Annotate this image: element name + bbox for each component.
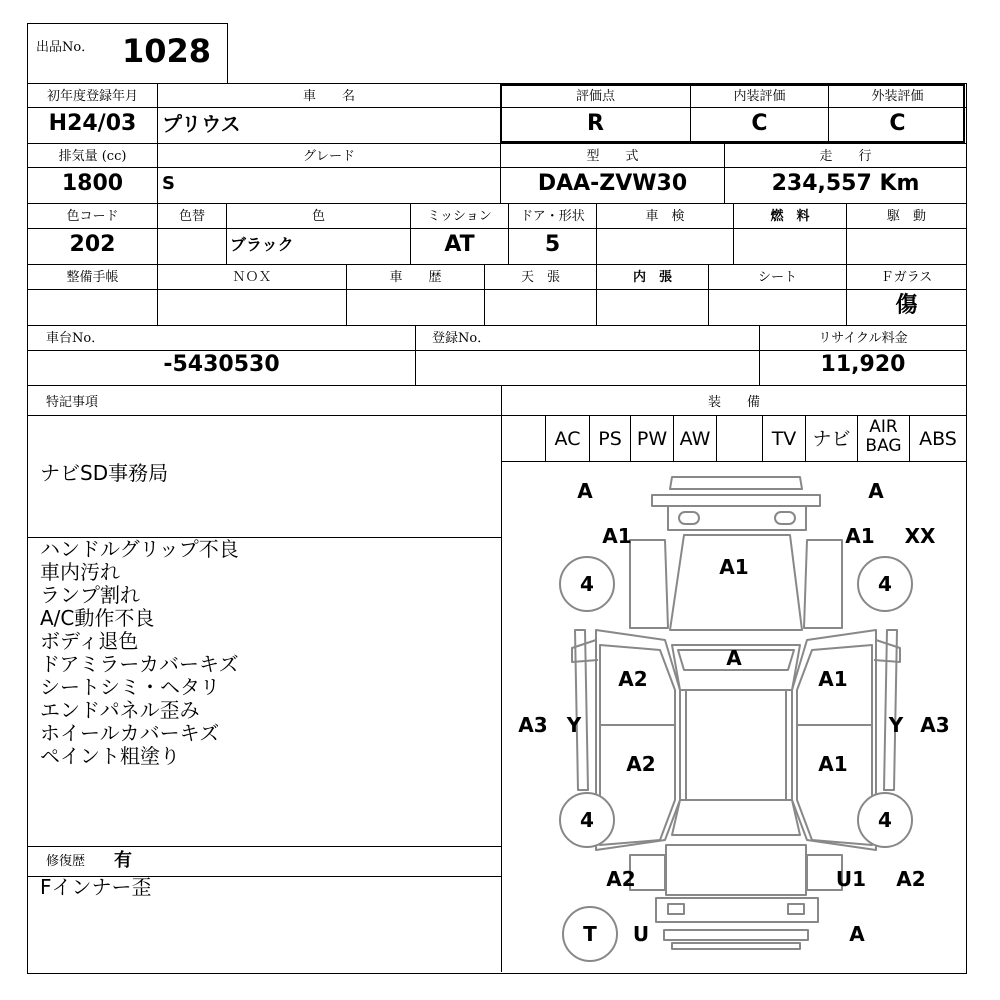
mark-quarter-right-u1: U1 (835, 867, 867, 891)
header-color-change: 色替 (178, 209, 205, 224)
header-f-glass: Ｆガラス (880, 270, 933, 285)
note-item: 車内汚れ (40, 560, 120, 584)
equip-airbag-line1: AIR (869, 417, 898, 437)
recycle-fee-value: 11,920 (820, 352, 906, 377)
notes-header: 特記事項 (46, 395, 99, 410)
color-code-value: 202 (69, 232, 116, 257)
header-drive: 駆 動 (886, 209, 926, 224)
mark-fender-left: A1 (602, 524, 632, 548)
model-value: DAA-ZVW30 (537, 171, 688, 196)
car-name-value: プリウス (162, 112, 241, 136)
note-item: ハンドルグリップ不良 (40, 537, 239, 561)
note-item: ランプ割れ (40, 583, 140, 607)
note-item: ホイールカバーキズ (40, 721, 220, 745)
header-recycle-fee: リサイクル料金 (818, 331, 908, 346)
header-color: 色 (311, 209, 325, 224)
header-exterior: 外装評価 (871, 89, 924, 104)
equipment-header: 装 備 (707, 395, 760, 410)
reg-date-value: H24/03 (48, 111, 137, 136)
note-item: ペイント粗塗り (40, 744, 180, 768)
note-item: A/C動作不良 (40, 606, 155, 630)
header-displacement: 排気量 (cc) (58, 149, 127, 164)
mark-quarter-right-a2: A2 (896, 867, 926, 891)
tire-left-rear-label: 4 (580, 808, 594, 832)
header-score: 評価点 (575, 89, 615, 104)
lot-number: 1028 (122, 32, 212, 70)
header-transmission: ミッション (427, 209, 492, 224)
mark-door-front-left: A2 (618, 667, 648, 691)
equip-airbag (858, 418, 909, 456)
f-glass-value: 傷 (895, 293, 918, 318)
transmission-value: AT (444, 232, 475, 257)
header-chassis-no: 車台No． (46, 331, 105, 346)
mileage-value: 234,557 Km (771, 171, 920, 196)
mark-hood: A1 (719, 555, 749, 579)
mark-door-rear-right: A1 (818, 752, 848, 776)
mark-side-right-y: Y (888, 713, 904, 737)
header-mileage: 走 行 (819, 149, 872, 164)
header-fuel: 燃 料 (770, 209, 810, 224)
note-item: ボディ退色 (40, 629, 139, 653)
equip-ac: AC (554, 428, 581, 450)
mark-side-left-a3: A3 (518, 713, 548, 737)
displacement-value: 1800 (61, 171, 124, 196)
equip-aw: AW (679, 428, 711, 450)
note-item: シートシミ・ヘタリ (40, 675, 220, 699)
notes-top: ナビSD事務局 (40, 461, 169, 485)
header-maintenance-book: 整備手帳 (66, 270, 119, 285)
equip-navi: ナビ (812, 428, 851, 450)
repair-detail: Fインナー歪 (40, 875, 152, 899)
equip-ps: PS (598, 428, 622, 450)
note-item: エンドパネル歪み (40, 698, 200, 722)
mark-front-right: A (868, 479, 884, 503)
chassis-no-value: -5430530 (163, 352, 280, 377)
mark-rear-u: U (632, 922, 650, 946)
header-inspection: 車 検 (645, 209, 685, 224)
mark-side-left-y: Y (566, 713, 582, 737)
mark-door-rear-left: A2 (626, 752, 656, 776)
doors-value: 5 (544, 232, 561, 257)
mark-side-right-a3: A3 (920, 713, 950, 737)
repair-history-value: 有 (114, 850, 132, 871)
tire-right-rear-label: 4 (878, 808, 892, 832)
header-grade: グレード (302, 149, 355, 164)
grade-value: S (162, 173, 175, 194)
tire-left-front-label: 4 (580, 572, 594, 596)
header-model: 型 式 (586, 149, 639, 164)
mark-door-front-right: A1 (818, 667, 848, 691)
mark-extra-right: XX (904, 524, 936, 548)
mark-rear-right: A (849, 922, 865, 946)
header-registration-no: 登録No． (432, 331, 491, 346)
spare-tire-label: T (583, 922, 597, 946)
interior-value: C (751, 111, 768, 136)
header-seat: シート (757, 270, 797, 285)
header-ceiling: 天 張 (520, 270, 560, 285)
lot-label: 出品No． (36, 40, 95, 55)
header-doors: ドア・形状 (520, 209, 585, 224)
mark-front-left: A (577, 479, 593, 503)
tire-right-front-label: 4 (878, 572, 892, 596)
header-interior: 内装評価 (733, 89, 786, 104)
header-first-registration: 初年度登録年月 (46, 89, 138, 104)
mark-quarter-left: A2 (606, 867, 636, 891)
header-car-name: 車 名 (302, 89, 355, 104)
equip-pw: PW (636, 428, 668, 450)
header-nox: ＮＯＸ (232, 270, 272, 285)
header-interior-trim: 内 張 (632, 270, 672, 285)
equip-abs: ABS (919, 428, 957, 450)
header-history: 車 歴 (389, 270, 442, 285)
equip-airbag-line2: BAG (865, 436, 902, 456)
score-value: R (587, 111, 604, 136)
mark-roof: A (726, 646, 742, 670)
color-value: ブラック (230, 235, 294, 254)
repair-history-label: 修復歴 (46, 854, 86, 869)
exterior-value: C (889, 111, 906, 136)
mark-fender-right: A1 (845, 524, 875, 548)
header-color-code: 色コード (66, 209, 119, 224)
note-item: ドアミラーカバーキズ (40, 652, 239, 676)
equip-tv: TV (771, 428, 797, 450)
notes-list (40, 538, 239, 768)
